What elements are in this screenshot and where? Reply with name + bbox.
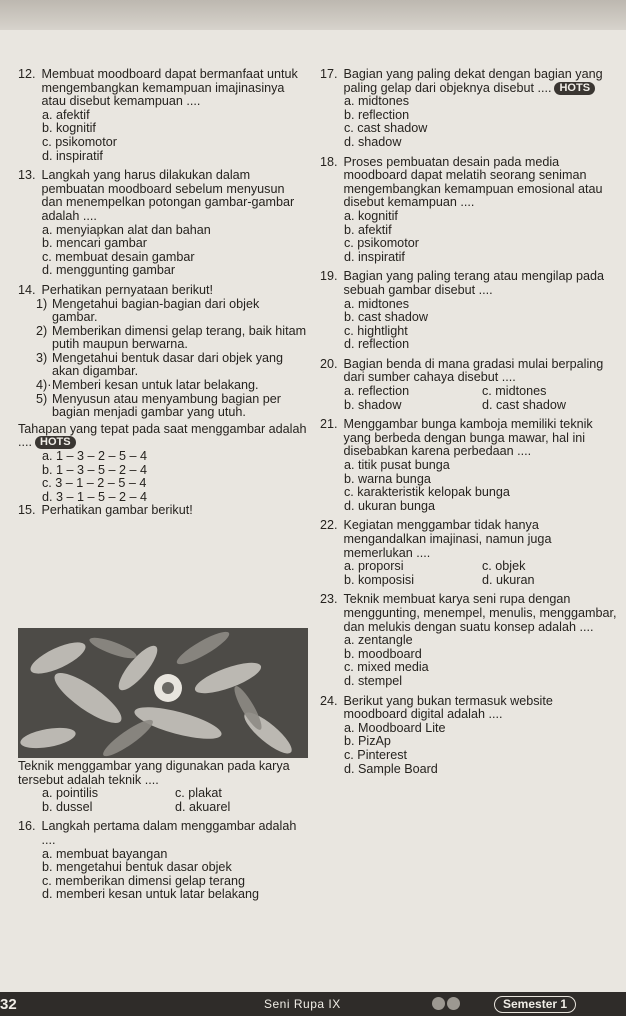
option-d[interactable]: d. inspiratif <box>344 249 405 264</box>
question-text: Berikut yang bukan termasuk website moodboard digital adalah .... <box>343 693 553 722</box>
question-text: Perhatikan gambar berikut! <box>41 503 193 518</box>
question-number: 21. <box>320 417 338 432</box>
question-text: Bagian yang paling dekat dengan bagian yang paling gelap dari objeknya disebut .... HOTS <box>343 67 603 95</box>
question-12 <box>18 68 308 163</box>
statement-item: 3) Mengetahui bentuk dasar dari objek yang akan digambar. <box>36 350 284 379</box>
option-d[interactable]: d. stempel <box>344 673 403 688</box>
question-22 <box>320 519 620 587</box>
question-number: 19. <box>320 269 338 284</box>
question-text: Bagian yang paling terang atau mengilap pada sebuah gambar disebut .... <box>343 269 604 297</box>
question-17 <box>320 68 620 150</box>
option-a[interactable]: a. kognitif <box>344 208 398 223</box>
option-c[interactable]: c. cast shadow <box>344 121 428 136</box>
question-23 <box>320 593 620 688</box>
question-number: 12. <box>18 67 36 81</box>
question-13 <box>18 169 308 278</box>
option-b[interactable]: b. shadow <box>344 397 402 412</box>
question-15 <box>18 504 308 518</box>
question-text: Kegiatan menggambar tidak hanya mengandalkan imajinasi, namun juga memerlukan .... <box>343 518 552 560</box>
question-16 <box>18 820 308 902</box>
option-a[interactable]: a. midtones <box>344 296 410 311</box>
option-c[interactable]: c. memberikan dimensi gelap terang <box>42 873 246 888</box>
option-b[interactable]: b. warna bunga <box>344 471 431 486</box>
option-row <box>320 574 620 588</box>
question-24 <box>320 695 620 777</box>
question-text: Langkah yang harus dilakukan dalam pembuatan moodboard sebelum menyusun dan menempelkan potongan gambar-gambar adalah .... <box>41 168 295 223</box>
hots-badge: HOTS <box>554 82 595 95</box>
option-a[interactable]: a. menyiapkan alat dan bahan <box>42 222 211 237</box>
option-row <box>320 399 620 413</box>
question-text: Langkah pertama dalam menggambar adalah .... <box>41 819 297 847</box>
option-a[interactable]: a. membuat bayangan <box>42 846 168 861</box>
option-b[interactable]: b. PizAp <box>344 734 391 749</box>
decorative-dots-icon <box>432 997 462 1015</box>
question-15-continued <box>18 760 308 902</box>
option-d[interactable]: d. ukuran bunga <box>344 498 436 513</box>
option-d[interactable]: d. akuarel <box>175 799 231 814</box>
question-text: Perhatikan pernyataan berikut! <box>41 282 214 297</box>
option-d[interactable]: d. cast shadow <box>482 397 567 412</box>
option-d[interactable]: d. Sample Board <box>344 761 438 776</box>
option-c[interactable]: c. objek <box>482 559 526 574</box>
question-number: 20. <box>320 356 338 371</box>
question-number: 15. <box>18 503 36 518</box>
option-row <box>320 560 620 574</box>
option-d[interactable]: d. memberi kesan untuk latar belakang <box>42 887 260 902</box>
flower-painting-image <box>18 628 308 758</box>
question-text: Membuat moodboard dapat bermanfaat untuk mengembangkan kemampuan imajinasinya atau disebut kemampuan .... <box>41 67 298 109</box>
question-18 <box>320 156 620 265</box>
page-number: 32 <box>0 996 17 1013</box>
right-column <box>320 68 620 776</box>
option-b[interactable]: b. dussel <box>42 799 93 814</box>
question-text: Proses pembuatan desain pada media moodboard dapat melatih seorang seniman mengembangkan kemampuan emosional atau disebut kemampuan .... <box>343 154 603 210</box>
option-c[interactable]: c. Pinterest <box>344 747 407 762</box>
subject-label: Seni Rupa IX <box>264 997 341 1011</box>
question-text: Teknik membuat karya seni rupa dengan menggunting, menempel, menulis, menggambar, dan melukis dengan suatu konsep adalah .... <box>343 592 617 634</box>
question-prompt: Teknik menggambar yang digunakan pada karya tersebut adalah teknik .... <box>18 759 290 787</box>
option-a[interactable]: a. reflection <box>344 384 410 399</box>
option-b[interactable]: b. 1 – 3 – 5 – 2 – 4 <box>42 462 148 477</box>
semester-badge: Semester 1 <box>494 996 576 1013</box>
option-d[interactable]: d. menggunting gambar <box>42 263 176 278</box>
option-a[interactable]: a. titik pusat bunga <box>344 458 450 473</box>
option-c[interactable]: c. psikomotor <box>42 134 117 149</box>
option-c[interactable]: c. membuat desain gambar <box>42 249 195 264</box>
option-c[interactable]: c. psikomotor <box>344 236 419 251</box>
question-prompt: Tahapan yang tepat pada saat menggambar adalah .... HOTS <box>18 421 307 450</box>
option-b[interactable]: b. reflection <box>344 107 410 122</box>
option-c[interactable]: c. karakteristik kelopak bunga <box>344 485 510 500</box>
option-b[interactable]: b. mencari gambar <box>42 236 147 251</box>
option-b[interactable]: b. kognitif <box>42 121 96 136</box>
option-d[interactable]: d. inspiratif <box>42 148 103 163</box>
question-number: 17. <box>320 67 338 81</box>
question-21 <box>320 418 620 513</box>
option-a[interactable]: a. 1 – 3 – 2 – 5 – 4 <box>42 449 148 464</box>
option-a[interactable]: a. afektif <box>42 107 90 122</box>
option-row <box>18 801 308 815</box>
option-b[interactable]: b. moodboard <box>344 646 422 661</box>
option-b[interactable]: b. afektif <box>344 222 392 237</box>
option-a[interactable]: a. proporsi <box>344 559 404 574</box>
hots-badge: HOTS <box>35 436 76 449</box>
question-number: 18. <box>320 154 338 169</box>
option-a[interactable]: a. Moodboard Lite <box>344 720 446 735</box>
question-number: 14. <box>18 282 36 297</box>
left-column <box>18 68 308 518</box>
option-c[interactable]: c. mixed media <box>344 660 429 675</box>
option-a[interactable]: a. pointilis <box>42 786 99 801</box>
question-14 <box>18 284 308 505</box>
option-b[interactable]: b. komposisi <box>344 572 414 587</box>
question-number: 23. <box>320 592 338 607</box>
statement-item: 1) Mengetahui bagian-bagian dari objek gambar. <box>36 296 260 325</box>
option-d[interactable]: d. reflection <box>344 337 410 352</box>
question-20 <box>320 358 620 412</box>
page-top-edge <box>0 0 626 30</box>
option-d[interactable]: d. 3 – 1 – 5 – 2 – 4 <box>42 489 148 504</box>
question-text: Bagian benda di mana gradasi mulai berpaling dari sumber cahaya disebut .... <box>343 356 604 385</box>
statement-list <box>18 298 308 420</box>
option-b[interactable]: b. cast shadow <box>344 310 429 325</box>
option-row <box>320 385 620 399</box>
statement-item: 4)· Memberi kesan untuk latar belakang. <box>36 378 259 393</box>
option-d[interactable]: d. shadow <box>344 134 402 149</box>
statement-item: 5) Menyusun atau menyambung bagian per bagian menjadi gambar yang utuh. <box>36 391 281 420</box>
question-19 <box>320 270 620 352</box>
option-c[interactable]: c. hightlight <box>344 323 408 338</box>
page-footer <box>0 992 626 1016</box>
option-c[interactable]: c. plakat <box>175 786 222 801</box>
question-number: 16. <box>18 819 36 834</box>
question-text: Menggambar bunga kamboja memiliki teknik yang berbeda dengan bunga mawar, hal ini disebabkan karena perbedaan .... <box>343 417 593 459</box>
option-a[interactable]: a. zentangle <box>344 633 413 648</box>
option-c[interactable]: c. 3 – 1 – 2 – 5 – 4 <box>42 476 147 491</box>
option-row <box>18 787 308 801</box>
question-number: 24. <box>320 693 338 708</box>
question-number: 22. <box>320 518 338 533</box>
option-d[interactable]: d. ukuran <box>482 572 535 587</box>
option-a[interactable]: a. midtones <box>344 94 410 109</box>
question-number: 13. <box>18 168 36 183</box>
option-b[interactable]: b. mengetahui bentuk dasar objek <box>42 860 232 875</box>
statement-item: 2) Memberikan dimensi gelap terang, baik hitam putih maupun berwarna. <box>36 323 307 352</box>
option-c[interactable]: c. midtones <box>482 384 547 399</box>
